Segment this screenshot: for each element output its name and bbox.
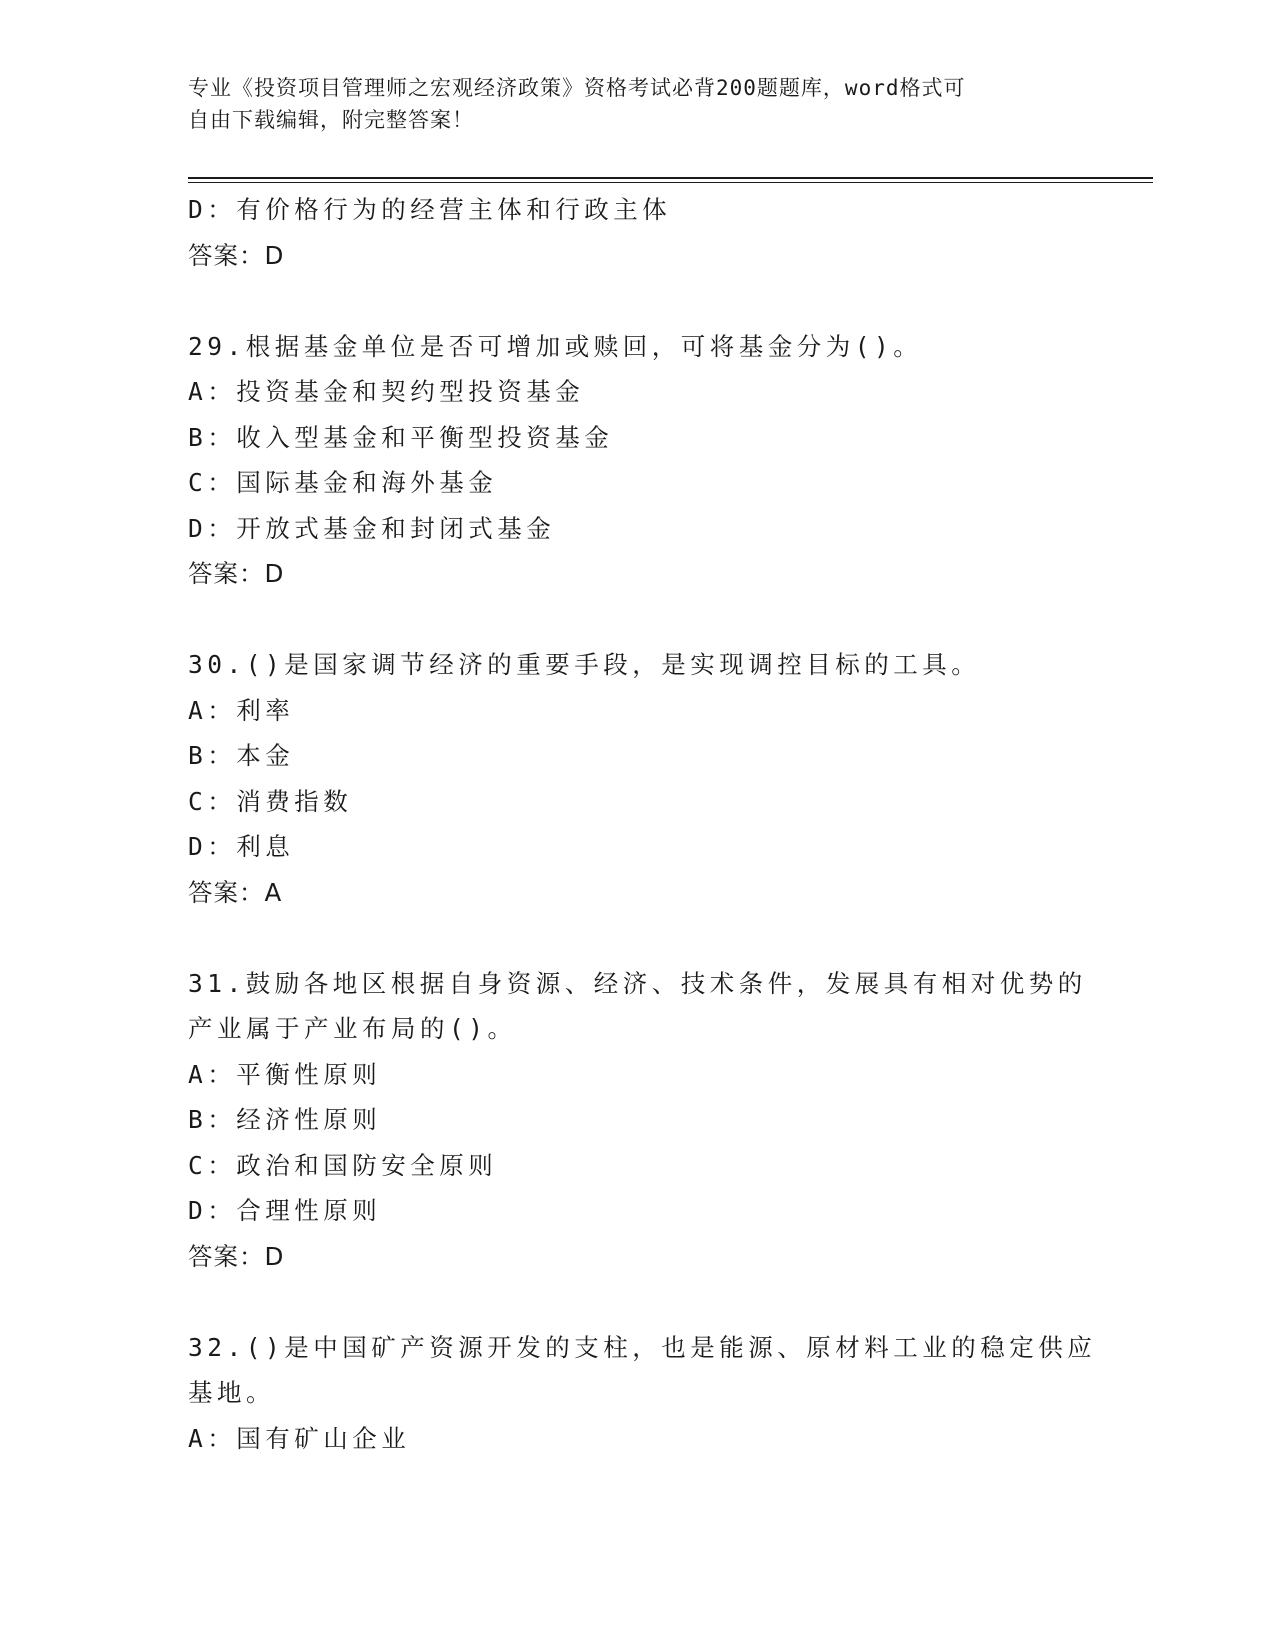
option-c: C：消费指数 [188, 786, 353, 816]
question-stem: 29.根据基金单位是否可增加或赎回，可将基金分为()。 [188, 331, 923, 361]
answer-line: 答案：D [188, 240, 285, 270]
question-stem-line-2: 基地。 [188, 1378, 275, 1407]
question-31 [188, 961, 1088, 1280]
spacer [188, 915, 1088, 961]
option-c: C：政治和国防安全原则 [188, 1150, 498, 1180]
spacer [188, 597, 1088, 643]
option-b: B：经济性原则 [188, 1105, 382, 1134]
option-a: A：投资基金和契约型投资基金 [188, 377, 585, 406]
option-a: A：利率 [188, 695, 295, 725]
option-d: D：开放式基金和封闭式基金 [188, 513, 556, 543]
header-line-1: 专业《投资项目管理师之宏观经济政策》资格考试必背200题题库，word格式可 [188, 76, 966, 100]
answer-line: 答案：D [188, 559, 285, 588]
option-d: D：利息 [188, 832, 295, 861]
header-line-2: 自由下载编辑，附完整答案！ [188, 108, 474, 132]
document-body [188, 187, 1097, 1461]
spacer [188, 278, 1088, 324]
question-28-tail [188, 187, 1088, 278]
question-stem: 30.()是国家调节经济的重要手段，是实现调控目标的工具。 [188, 650, 981, 679]
option-d: D：合理性原则 [188, 1196, 382, 1225]
question-stem-line-2: 产业属于产业布局的()。 [188, 1014, 517, 1043]
question-stem-line-1: 31.鼓励各地区根据自身资源、经济、技术条件，发展具有相对优势的 [188, 968, 1087, 998]
option-b: B：本金 [188, 741, 295, 770]
header-rule-thin [188, 182, 1153, 183]
answer-line: 答案：D [188, 1241, 285, 1271]
option-d: D：有价格行为的经营主体和行政主体 [188, 195, 672, 224]
spacer [188, 1279, 1088, 1325]
question-stem-line-1: 32.()是中国矿产资源开发的支柱，也是能源、原材料工业的稳定供应 [188, 1332, 1097, 1362]
document-header [188, 72, 1088, 136]
header-rule-thick [188, 177, 1153, 179]
option-c: C：国际基金和海外基金 [188, 468, 498, 497]
question-32 [188, 1325, 1097, 1462]
option-b: B：收入型基金和平衡型投资基金 [188, 422, 614, 452]
option-a: A：平衡性原则 [188, 1059, 382, 1089]
question-29 [188, 324, 1088, 597]
answer-line: 答案：A [188, 877, 283, 907]
question-30 [188, 642, 1088, 915]
option-a: A：国有矿山企业 [188, 1423, 411, 1453]
